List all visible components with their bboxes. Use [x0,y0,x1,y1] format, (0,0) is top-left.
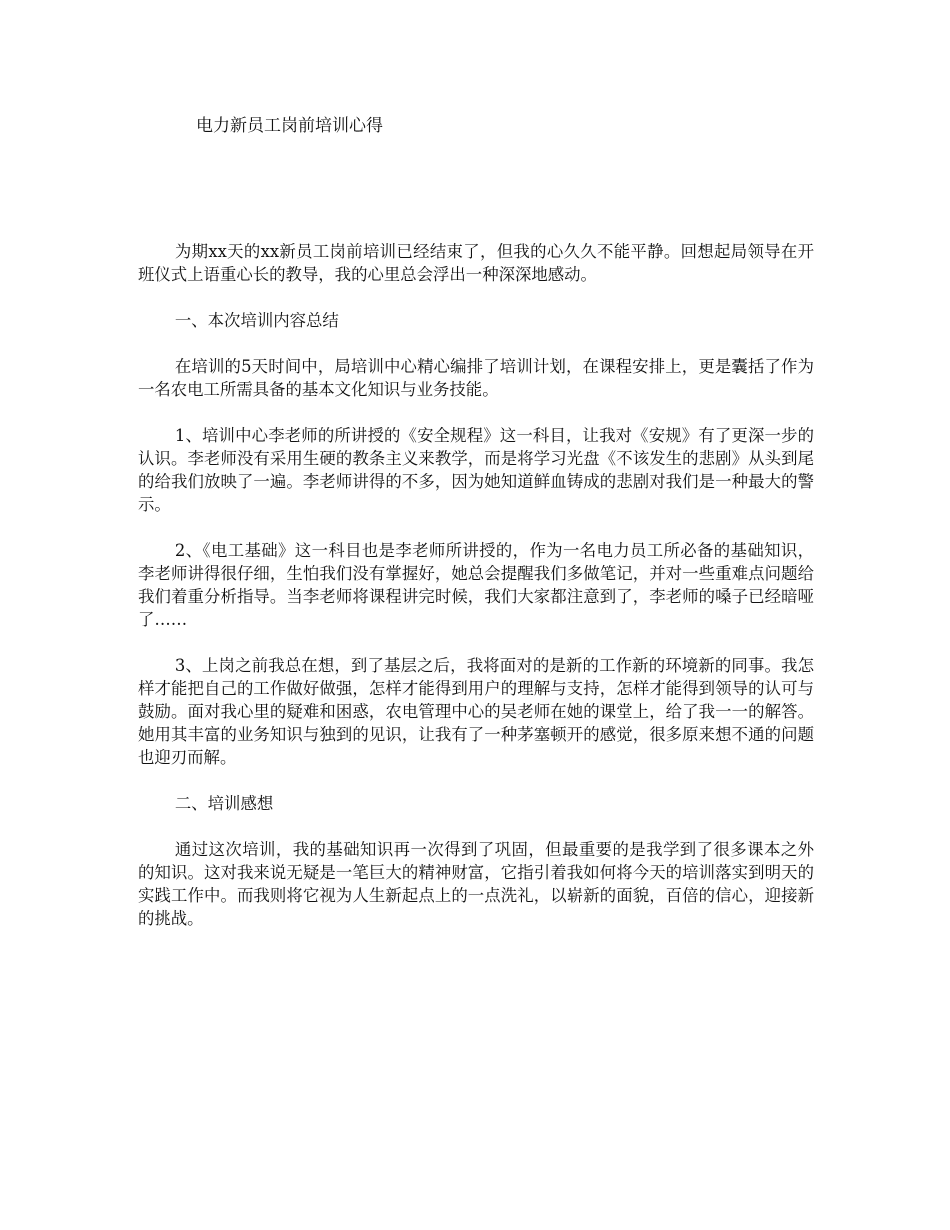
item-paragraph-1: 1、培训中心李老师的所讲授的《安全规程》这一科目，让我对《安规》有了更深一步的认识。李老师没有采用生硬的教条主义来教学，而是将学习光盘《不该发生的悲剧》从头到尾的给我们放映了一遍。李老师讲得的不多，因为她知道鲜血铸成的悲剧对我们是一种最大的警示。 [138,426,814,514]
item-paragraph-3: 3、上岗之前我总在想，到了基层之后，我将面对的是新的工作新的环境新的同事。我怎样才能把自己的工作做好做强，怎样才能得到用户的理解与支持，怎样才能得到领导的认可与鼓励。面对我心里的疑难和困惑，农电管理中心的吴老师在她的课堂上，给了我一一的解答。她用其丰富的业务知识与独到的见识，让我有了一种茅塞顿开的感觉，很多原来想不通的问题也迎刃而解。 [138,656,814,767]
document-body [138,240,814,953]
reflection-paragraph: 通过这次培训，我的基础知识再一次得到了巩固，但最重要的是我学到了很多课本之外的知识。这对我来说无疑是一笔巨大的精神财富，它指引着我如何将今天的培训落实到明天的实践工作中。而我则将它视为人生新起点上的一点洗礼，以崭新的面貌，百倍的信心，迎接新的挑战。 [138,840,814,928]
summary-paragraph: 在培训的5天时间中，局培训中心精心编排了培训计划，在课程安排上，更是囊括了作为一名农电工所需具备的基本文化知识与业务技能。 [138,357,814,399]
item-paragraph-2: 2、《电工基础》这一科目也是李老师所讲授的，作为一名电力员工所必备的基础知识，李老师讲得很仔细，生怕我们没有掌握好，她总会提醒我们多做笔记，并对一些重难点问题给我们着重分析指导。当李老师将课程讲完时候，我们大家都注意到了，李老师的嗓子已经暗哑了…… [138,541,814,629]
section-heading-reflection: 二、培训感想 [174,794,274,813]
section-heading-summary: 一、本次培训内容总结 [174,311,339,330]
intro-paragraph: 为期xx天的xx新员工岗前培训已经结束了，但我的心久久不能平静。回想起局领导在开班仪式上语重心长的教导，我的心里总会浮出一种深深地感动。 [138,242,814,284]
document-title: 电力新员工岗前培训心得 [196,116,383,136]
